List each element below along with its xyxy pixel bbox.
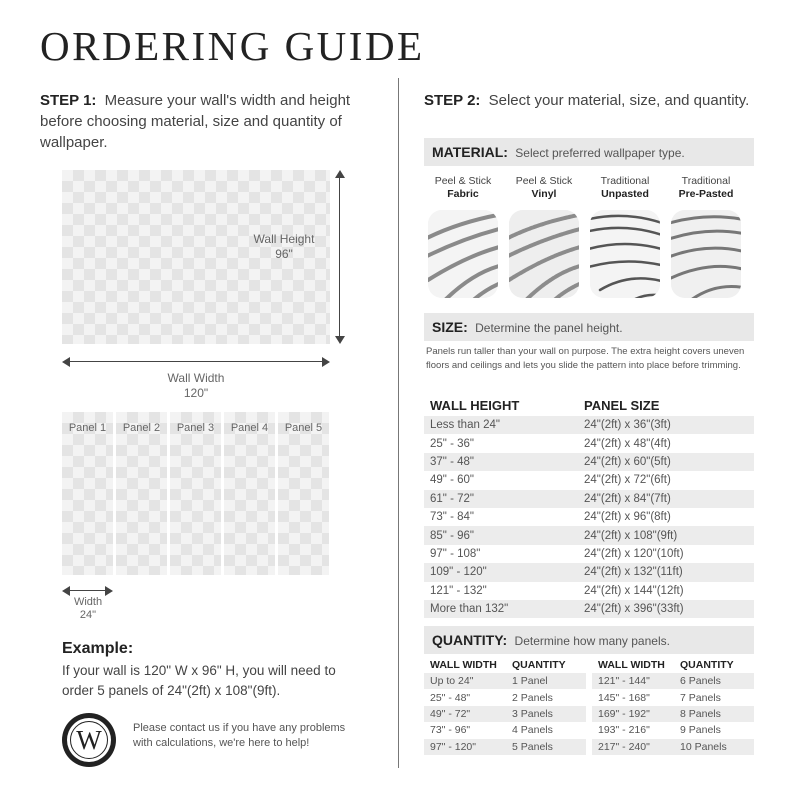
panel-1	[62, 412, 113, 575]
value-cell: 9 Panels	[680, 724, 721, 737]
value-cell: 5 Panels	[512, 739, 586, 755]
example-text: If your wall is 120" W x 96" H, you will need to order 5 panels of 24"(2ft) x 108"(9ft).	[62, 663, 336, 698]
arrow-right-icon	[105, 586, 113, 596]
quantity-label: QUANTITY:	[432, 632, 508, 648]
wall-height-value: 96"	[275, 247, 293, 261]
value-cell: 3 Panels	[512, 706, 586, 722]
panel-2	[116, 412, 167, 575]
size-desc: Determine the panel height.	[475, 321, 623, 335]
value-cell: 24"(2ft) x 396"(33ft)	[584, 600, 754, 618]
value-cell: 24"(2ft) x 36"(3ft)	[584, 416, 754, 434]
material-type: Traditional	[681, 175, 731, 187]
material-section-header	[424, 138, 754, 166]
material-option-vinyl[interactable]	[506, 175, 582, 201]
step2-instruction	[424, 90, 749, 111]
logo-letter: W	[70, 721, 108, 759]
value-cell: 2 Panels	[512, 691, 553, 704]
contact-text: Please contact us if you have any problems with calculations, we're here to help!	[133, 722, 346, 749]
quantity-desc: Determine how many panels.	[514, 634, 670, 648]
wall-range-cell: 25" - 48"	[430, 691, 471, 704]
wall-range-cell: 145" - 168"	[598, 691, 650, 704]
material-type: Peel & Stick	[434, 175, 492, 187]
material-option-fabric[interactable]	[425, 175, 501, 201]
value-cell: 7 Panels	[680, 691, 721, 704]
material-label: MATERIAL:	[432, 144, 508, 160]
vinyl-swatch[interactable]	[509, 210, 579, 298]
panel-label: Panel 5	[284, 422, 323, 434]
size-header-wall-height: WALL HEIGHT	[430, 397, 520, 413]
table-row	[592, 706, 754, 722]
wall-range-cell: 193" - 216"	[598, 724, 650, 737]
table-row	[592, 689, 754, 705]
logo-ring	[67, 718, 111, 762]
material-option-prepasted[interactable]	[668, 175, 744, 201]
panel-3	[170, 412, 221, 575]
panel-label: Panel 4	[230, 422, 269, 434]
size-header-panel-size: PANEL SIZE	[584, 397, 660, 413]
material-name: Vinyl	[531, 188, 557, 200]
table-row	[592, 739, 754, 755]
material-option-unpasted[interactable]	[587, 175, 663, 201]
wall-range-cell: 121" - 132"	[430, 584, 487, 597]
wall-range-cell: 85" - 96"	[424, 526, 584, 544]
panel-label: Panel 2	[122, 422, 161, 434]
wall-range-cell: 73" - 96"	[430, 724, 471, 737]
quantity-table-left	[424, 657, 586, 755]
arrow-down-icon	[335, 336, 345, 344]
quantity-table-right	[592, 657, 754, 755]
value-cell: 10 Panels	[680, 739, 754, 755]
value-cell: 1 Panel	[512, 673, 586, 689]
wall-range-cell: 217" - 240"	[592, 739, 680, 755]
table-row	[424, 673, 586, 689]
panel-5	[278, 412, 329, 575]
size-table	[424, 394, 754, 618]
quantity-header-quantity: QUANTITY	[680, 659, 734, 671]
table-row	[424, 490, 754, 508]
step2-label: STEP 2:	[424, 92, 481, 109]
panel-width-line	[64, 590, 111, 591]
table-row	[424, 434, 754, 452]
value-cell: 24"(2ft) x 132"(11ft)	[584, 563, 754, 581]
table-row	[424, 722, 586, 738]
wall-range-cell: 61" - 72"	[424, 490, 584, 508]
wall-range-cell: 25" - 36"	[430, 437, 474, 450]
table-row	[424, 739, 586, 755]
wall-width-value: 120"	[183, 386, 209, 400]
table-row	[424, 508, 754, 526]
fabric-swatch[interactable]	[428, 210, 498, 298]
wall-range-cell: Up to 24"	[424, 673, 512, 689]
panel-width-text: Width	[73, 596, 103, 608]
wall-height-label	[244, 232, 324, 262]
material-name: Pre-Pasted	[678, 188, 734, 200]
wall-range-cell: Less than 24"	[424, 416, 584, 434]
wall-range-cell: 73" - 84"	[430, 511, 474, 524]
wall-width-text: Wall Width	[167, 371, 225, 385]
wall-range-cell: 169" - 192"	[592, 706, 680, 722]
arrow-right-icon	[322, 357, 330, 367]
quantity-section-header	[424, 626, 754, 654]
column-divider	[398, 78, 399, 768]
example-heading: Example:	[62, 640, 134, 657]
value-cell: 24"(2ft) x 72"(6ft)	[584, 474, 671, 487]
wall-width-label	[140, 371, 252, 401]
wall-diagram	[62, 170, 330, 344]
step2-text: Select your material, size, and quantity.	[488, 92, 750, 109]
wall-range-cell: 97" - 108"	[430, 547, 481, 560]
table-row	[424, 416, 754, 434]
table-row	[592, 722, 754, 738]
material-name: Unpasted	[601, 188, 649, 200]
table-row	[424, 545, 754, 563]
wall-range-cell: 121" - 144"	[592, 673, 680, 689]
panel-width-label	[62, 596, 114, 622]
unpasted-swatch[interactable]	[590, 210, 660, 298]
brand-logo	[62, 713, 116, 767]
width-dimension-line	[64, 361, 328, 362]
table-row	[424, 471, 754, 489]
step1-text: Measure your wall's width and height before choosing material, size and quantity of wallpaper.	[40, 92, 351, 151]
size-section-header	[424, 313, 754, 341]
arrow-left-icon	[62, 586, 70, 596]
value-cell: 6 Panels	[680, 673, 754, 689]
wall-range-cell: 49" - 72"	[424, 706, 512, 722]
table-row	[424, 689, 586, 705]
wall-range-cell: 109" - 120"	[424, 563, 584, 581]
value-cell: 8 Panels	[680, 706, 754, 722]
panel-4	[224, 412, 275, 575]
table-row	[592, 673, 754, 689]
value-cell: 4 Panels	[512, 724, 553, 737]
arrow-up-icon	[335, 170, 345, 178]
table-row	[424, 600, 754, 618]
panel-label: Panel 3	[176, 422, 215, 434]
value-cell: 24"(2ft) x 48"(4ft)	[584, 437, 671, 450]
material-type: Peel & Stick	[515, 175, 573, 187]
value-cell: 24"(2ft) x 96"(8ft)	[584, 511, 671, 524]
size-label: SIZE:	[432, 319, 468, 335]
quantity-header-wall-width: WALL WIDTH	[430, 659, 497, 671]
table-row	[424, 706, 586, 722]
prepasted-swatch[interactable]	[671, 210, 741, 298]
value-cell: 24"(2ft) x 144"(12ft)	[584, 584, 684, 597]
table-row	[424, 582, 754, 600]
wall-range-cell: 49" - 60"	[430, 474, 474, 487]
wall-range-cell: 37" - 48"	[424, 453, 584, 471]
material-name: Fabric	[447, 188, 479, 200]
panel-label: Panel 1	[68, 422, 107, 434]
arrow-left-icon	[62, 357, 70, 367]
table-row	[424, 526, 754, 544]
wall-height-text: Wall Height	[253, 232, 315, 246]
value-cell: 24"(2ft) x 84"(7ft)	[584, 490, 754, 508]
value-cell: 24"(2ft) x 60"(5ft)	[584, 453, 754, 471]
wall-range-cell: More than 132"	[424, 600, 584, 618]
wall-range-cell: 97" - 120"	[424, 739, 512, 755]
size-note: Panels run taller than your wall on purpose. The extra height covers uneven floors and ceilings and lets you slide the pattern into place before trimming.	[426, 346, 745, 371]
value-cell: 24"(2ft) x 120"(10ft)	[584, 547, 684, 560]
panel-width-value: 24"	[79, 609, 97, 621]
step1-instruction	[40, 90, 370, 153]
height-dimension-line	[339, 172, 340, 342]
step1-label: STEP 1:	[40, 92, 97, 109]
value-cell: 24"(2ft) x 108"(9ft)	[584, 526, 754, 544]
quantity-header-wall-width: WALL WIDTH	[598, 659, 665, 671]
page-title: ORDERING GUIDE	[40, 23, 425, 69]
material-desc: Select preferred wallpaper type.	[515, 146, 685, 160]
quantity-header-quantity: QUANTITY	[512, 659, 566, 671]
table-row	[424, 453, 754, 471]
table-row	[424, 563, 754, 581]
material-type: Traditional	[600, 175, 650, 187]
